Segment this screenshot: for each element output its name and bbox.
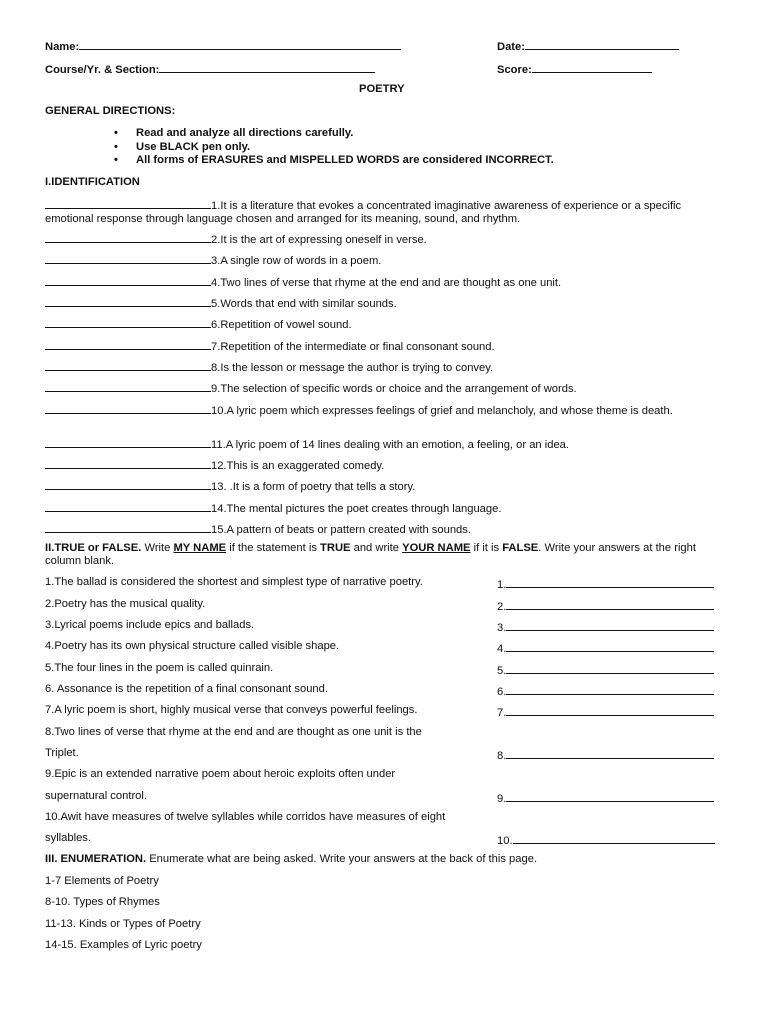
identification-item [45, 402, 705, 418]
question-text: 7.Repetition of the intermediate or final consonant sound. [211, 341, 495, 353]
answer-blank[interactable] [506, 704, 714, 716]
answer-blank[interactable] [506, 747, 714, 759]
page-title: POETRY [359, 83, 405, 95]
identification-item [45, 338, 495, 353]
answer-blank[interactable] [506, 619, 714, 631]
answer-blank[interactable] [45, 457, 211, 469]
answer-blank[interactable] [45, 316, 211, 328]
statement-text: 2.Poetry has the musical quality. [45, 598, 206, 610]
answer-blank[interactable] [506, 640, 714, 652]
answer-blank[interactable] [506, 683, 714, 695]
statement-text: syllables. [45, 832, 92, 844]
name-blank[interactable] [79, 38, 401, 50]
statement-text: Triplet. [45, 747, 79, 759]
answer-blank[interactable] [513, 832, 715, 844]
answer-blank[interactable] [45, 274, 211, 286]
name-label: Name: [45, 41, 80, 53]
tf-answer-field[interactable]: 6. [497, 683, 714, 698]
tf-answer-field[interactable]: 2. [497, 598, 714, 613]
score-label: Score: [497, 64, 532, 76]
question-text: 6.Repetition of vowel sound. [211, 319, 352, 331]
answer-blank[interactable] [45, 402, 211, 414]
question-text: 5.Words that end with similar sounds. [211, 298, 397, 310]
statement-text: 1.The ballad is considered the shortest and simplest type of narrative poetry. [45, 576, 423, 588]
score-field[interactable] [497, 61, 652, 76]
enumeration-heading: III. ENUMERATION. [45, 853, 147, 865]
question-text: 13. .It is a form of poetry that tells a story. [211, 481, 416, 493]
question-text: 10.A lyric poem which expresses feelings of grief and melancholy, and whose theme is death. [211, 405, 673, 417]
statement-text: 5.The four lines in the poem is called quinrain. [45, 662, 274, 674]
answer-blank[interactable] [45, 231, 211, 243]
identification-item [45, 436, 569, 451]
answer-blank[interactable] [506, 790, 714, 802]
course-label: Course/Yr. & Section: [45, 64, 160, 76]
identification-heading: I.IDENTIFICATION [45, 176, 140, 188]
question-text: 14.The mental pictures the poet creates through language. [211, 503, 502, 515]
statement-text: 6. Assonance is the repetition of a final consonant sound. [45, 683, 328, 695]
statement-text: 10.Awit have measures of twelve syllables while corridos have measures of eight [45, 811, 446, 823]
question-text: 11.A lyric poem of 14 lines dealing with an emotion, a feeling, or an idea. [211, 439, 570, 451]
question-text: 9.The selection of specific words or choice and the arrangement of words. [211, 383, 577, 395]
date-blank[interactable] [525, 38, 679, 50]
question-text: 15.A pattern of beats or pattern created with sounds. [211, 524, 471, 536]
general-directions-heading: GENERAL DIRECTIONS: [45, 105, 176, 117]
question-text: 1.It is a literature that evokes a concentrated imaginative awareness of experience or a specific emotional response through language chosen and arranged for its meaning, sound, and rhythm. [45, 200, 682, 225]
enumeration-directions: III. ENUMERATION. Enumerate what are being asked. Write your answers at the back of this page. [45, 853, 538, 865]
tf-answer-field[interactable]: 5. [497, 662, 714, 677]
identification-item [45, 359, 493, 374]
question-text: 12.This is an exaggerated comedy. [211, 460, 385, 472]
answer-blank[interactable] [45, 295, 211, 307]
tf-answer-field[interactable]: 7. [497, 704, 714, 719]
question-text: 3.A single row of words in a poem. [211, 255, 382, 267]
course-field[interactable] [45, 61, 375, 76]
score-blank[interactable] [532, 61, 652, 73]
answer-blank[interactable] [45, 521, 211, 533]
answer-blank[interactable] [45, 380, 211, 392]
statement-text: 3.Lyrical poems include epics and ballads. [45, 619, 255, 631]
enumeration-item: 1-7 Elements of Poetry [45, 875, 159, 887]
tf-answer-field[interactable]: 3. [497, 619, 714, 634]
answer-blank[interactable] [45, 338, 211, 350]
answer-blank[interactable] [506, 598, 714, 610]
answer-blank[interactable] [45, 359, 211, 371]
identification-item [45, 231, 427, 246]
date-label: Date: [497, 41, 525, 53]
answer-blank[interactable] [45, 500, 211, 512]
course-blank[interactable] [159, 61, 375, 73]
enumeration-item: 11-13. Kinds or Types of Poetry [45, 918, 201, 930]
question-text: 8.Is the lesson or message the author is trying to convey. [211, 362, 494, 374]
tf-answer-field[interactable]: 4. [497, 640, 714, 655]
list-item: • Read and analyze all directions carefully. [110, 127, 554, 141]
tf-answer-field[interactable]: 8. [497, 747, 714, 762]
identification-item [45, 252, 381, 267]
answer-blank[interactable] [45, 478, 211, 490]
identification-item [45, 457, 384, 472]
identification-item [45, 295, 397, 310]
tf-answer-field[interactable]: 10. [497, 832, 715, 847]
answer-blank[interactable] [45, 197, 211, 209]
answer-blank[interactable] [45, 252, 211, 264]
tf-answer-field[interactable]: 9. [497, 790, 714, 805]
identification-item [45, 274, 561, 289]
statement-text: 7.A lyric poem is short, highly musical verse that conveys powerful feelings. [45, 704, 418, 716]
identification-item [45, 478, 415, 493]
identification-item [45, 500, 501, 515]
statement-text: supernatural control. [45, 790, 147, 802]
question-text: 4.Two lines of verse that rhyme at the end and are thought as one unit. [211, 277, 562, 289]
general-directions-list [110, 127, 554, 168]
question-text: 2.It is the art of expressing oneself in verse. [211, 234, 427, 246]
statement-text: 4.Poetry has its own physical structure called visible shape. [45, 640, 340, 652]
list-item: • Use BLACK pen only. [110, 141, 554, 155]
true-false-directions: II.TRUE or FALSE. Write MY NAME if the statement is TRUE and write YOUR NAME if it is FALSE. Write your answers at the right column blank. [45, 542, 696, 567]
answer-blank[interactable] [45, 436, 211, 448]
name-field[interactable] [45, 38, 401, 53]
answer-blank[interactable] [506, 576, 714, 588]
identification-item [45, 521, 471, 536]
enumeration-item: 8-10. Types of Rhymes [45, 896, 160, 908]
false-keyword: FALSE [502, 542, 539, 554]
list-item: • All forms of ERASURES and MISPELLED WORDS are considered INCORRECT. [110, 154, 554, 168]
enumeration-item: 14-15. Examples of Lyric poetry [45, 939, 202, 951]
date-field[interactable] [497, 38, 679, 53]
identification-item [45, 197, 705, 225]
your-name-keyword: YOUR NAME [402, 542, 471, 554]
statement-text: 9.Epic is an extended narrative poem about heroic exploits often under [45, 768, 396, 780]
identification-item [45, 316, 352, 331]
tf-answer-field[interactable]: 1. [497, 576, 714, 591]
my-name-keyword: MY NAME [173, 542, 227, 554]
answer-blank[interactable] [506, 662, 714, 674]
true-keyword: TRUE [320, 542, 351, 554]
statement-text: 8.Two lines of verse that rhyme at the end and are thought as one unit is the [45, 726, 422, 738]
true-false-heading: II.TRUE or FALSE. [45, 542, 142, 554]
identification-item [45, 380, 577, 395]
